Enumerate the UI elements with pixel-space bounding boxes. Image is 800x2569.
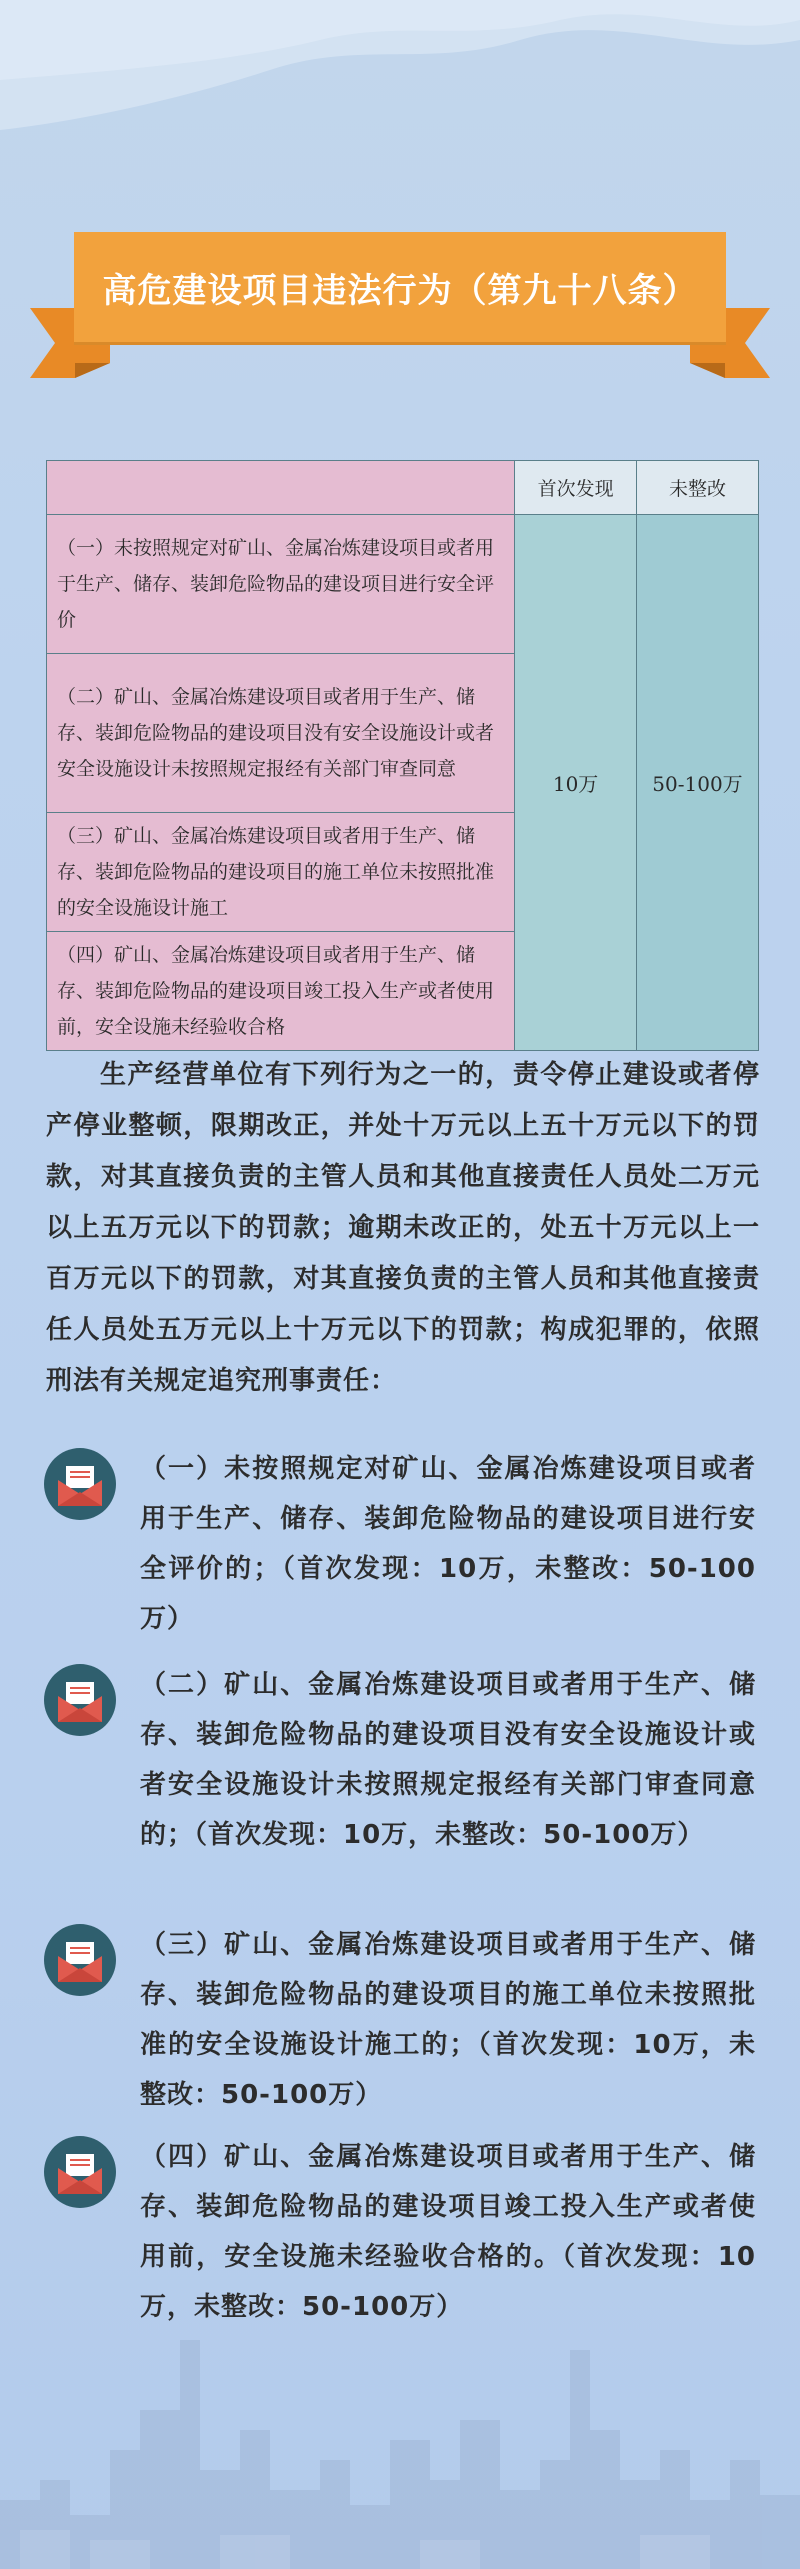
table-cell-item-3: （三）矿山、金属冶炼建设项目或者用于生产、储存、装卸危险物品的建设项目的施工单位未按照批准的安全设施设计施工	[47, 813, 515, 932]
table-cell-not-rectified: 50-100万	[636, 515, 758, 1051]
table-header-row	[47, 461, 759, 515]
table-cell-item-2: （二）矿山、金属冶炼建设项目或者用于生产、储存、装卸危险物品的建设项目没有安全设施设计或者安全设施设计未按照规定报经有关部门审查同意	[47, 654, 515, 813]
envelope-letter-icon	[44, 1664, 116, 1736]
item-text: （三）矿山、金属冶炼建设项目或者用于生产、储存、装卸危险物品的建设项目的施工单位未按照批准的安全设施设计施工的；（首次发现：10万，未整改：50-100万）	[140, 1930, 756, 2110]
table-row	[47, 515, 759, 654]
table-cell-item-1: （一）未按照规定对矿山、金属冶炼建设项目或者用于生产、储存、装卸危险物品的建设项目进行安全评价	[47, 515, 515, 654]
item-text: （二）矿山、金属冶炼建设项目或者用于生产、储存、装卸危险物品的建设项目没有安全设施设计或者安全设施设计未按照规定报经有关部门审查同意的；（首次发现：10万，未整改：50-100万）	[140, 1670, 756, 1850]
penalty-table	[46, 460, 759, 1051]
table-header-first-found: 首次发现	[515, 461, 637, 515]
envelope-letter-icon	[44, 1448, 116, 1520]
title-banner	[74, 232, 726, 342]
page-title: 高危建设项目违法行为（第九十八条）	[102, 270, 698, 311]
table-header-not-rectified: 未整改	[636, 461, 758, 515]
intro-paragraph: 生产经营单位有下列行为之一的，责令停止建设或者停产停业整顿，限期改正，并处十万元以上五十万元以下的罚款，对其直接负责的主管人员和其他直接责任人员处二万元以上五万元以下的罚款；逾期未改正的，处五十万元以上一百万元以下的罚款，对其直接负责的主管人员和其他直接责任人员处五万元以上十万元以下的罚款；构成犯罪的，依照刑法有关规定追究刑事责任：	[46, 1060, 760, 1396]
table-header-blank	[47, 461, 515, 515]
table-cell-item-4: （四）矿山、金属冶炼建设项目或者用于生产、储存、装卸危险物品的建设项目竣工投入生产或者使用前，安全设施未经验收合格	[47, 932, 515, 1051]
item-text: （四）矿山、金属冶炼建设项目或者用于生产、储存、装卸危险物品的建设项目竣工投入生产或者使用前，安全设施未经验收合格的。（首次发现：10万，未整改：50-100万）	[140, 2142, 756, 2322]
envelope-letter-icon	[44, 2136, 116, 2208]
envelope-letter-icon	[44, 1924, 116, 1996]
top-wave-decoration	[0, 0, 800, 200]
city-skyline-decoration	[0, 2330, 800, 2569]
item-text: （一）未按照规定对矿山、金属冶炼建设项目或者用于生产、储存、装卸危险物品的建设项目进行安全评价的；（首次发现：10万，未整改：50-100万）	[140, 1454, 756, 1634]
table-cell-first-found: 10万	[515, 515, 637, 1051]
